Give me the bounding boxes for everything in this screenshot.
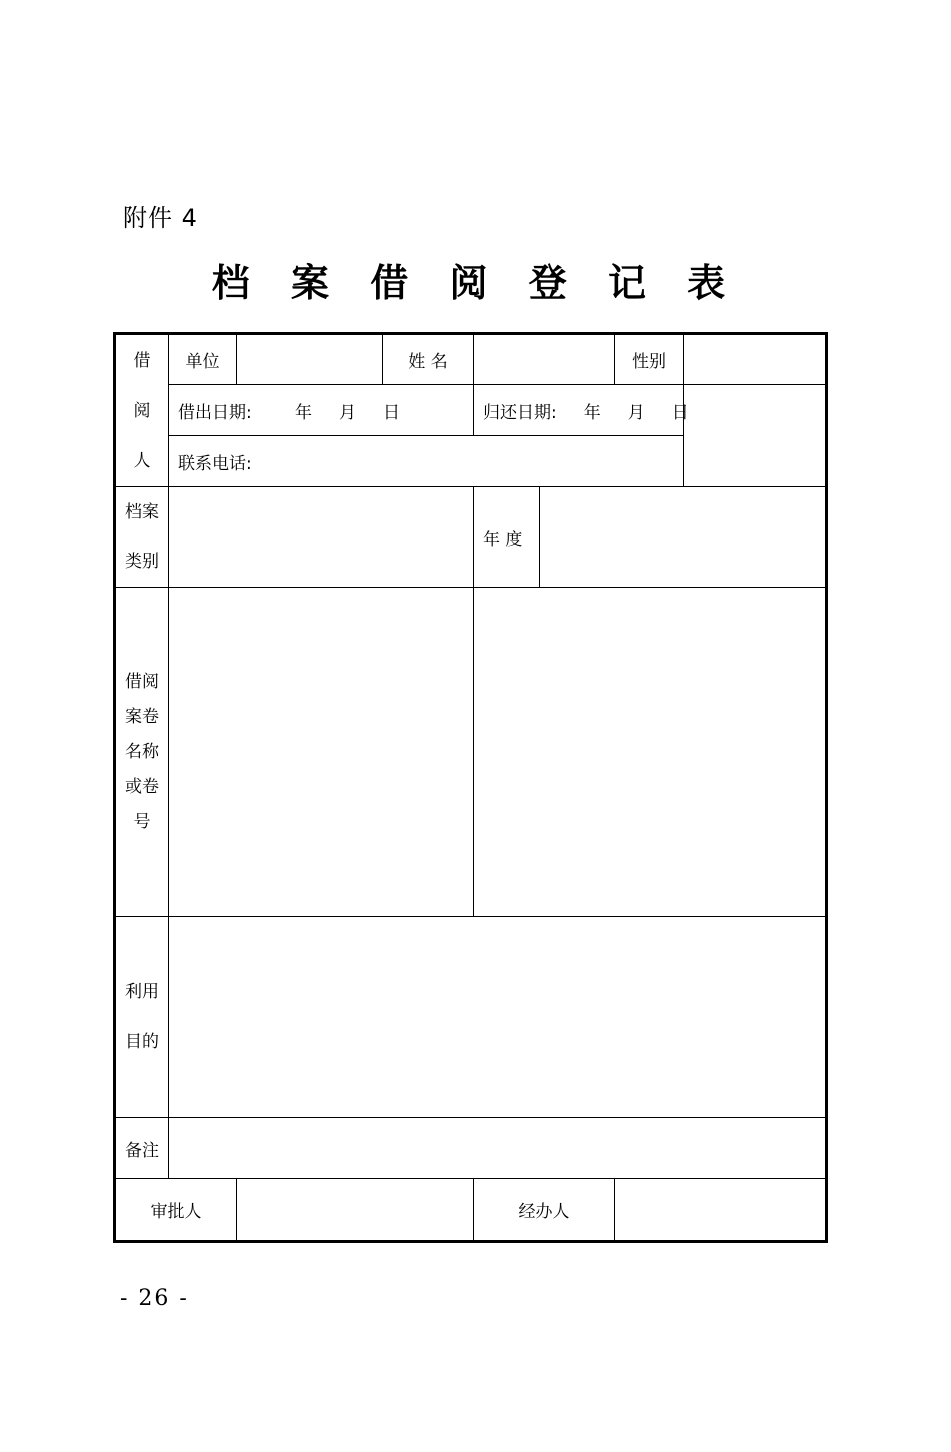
purpose-label-cell [115,917,169,1118]
remarks-label: 备注 [115,1118,169,1179]
file-name-label-line: 案卷 [125,706,159,727]
borrow-date-field[interactable]: 借出日期: 年 月 日 [169,385,474,436]
name-field[interactable] [474,334,615,385]
phone-field[interactable]: 联系电话: [169,436,684,487]
file-name-label-line: 借阅 [125,671,159,692]
unit-label: 单位 [169,334,237,385]
year-field[interactable] [540,487,827,588]
borrower-label-char: 借 [133,350,151,371]
attachment-label: 附件 4 [123,204,198,232]
category-label-line: 类别 [125,552,159,572]
unit-field[interactable] [237,334,383,385]
category-label-line: 档案 [125,502,159,522]
purpose-label-line: 目的 [125,1032,159,1052]
purpose-field[interactable] [169,917,827,1118]
name-label: 姓 名 [383,334,474,385]
approver-field[interactable] [237,1179,474,1242]
gender-label: 性别 [615,334,684,385]
remarks-field[interactable] [169,1118,827,1179]
file-name-label-line: 或卷 [125,776,159,797]
category-label-cell [115,487,169,588]
archive-borrow-form [113,332,828,1243]
file-name-label-cell [115,588,169,917]
file-name-field-left[interactable] [169,588,474,917]
category-field[interactable] [169,487,474,588]
gender-field[interactable] [684,334,827,385]
file-name-field-right[interactable] [474,588,827,917]
file-name-label-line: 名称 [125,741,159,762]
borrower-label-char: 阅 [133,400,151,421]
borrower-label-cell [115,334,169,487]
handler-field[interactable] [615,1179,827,1242]
approver-label: 审批人 [115,1179,237,1242]
borrower-label-char: 人 [133,450,151,471]
page-title: 档 案 借 阅 登 记 表 [211,260,740,305]
handler-label: 经办人 [474,1179,615,1242]
file-name-label-line: 号 [133,811,151,832]
return-date-field[interactable]: 归还日期: 年 月 日 [474,385,684,436]
page-number: - 26 - [120,1286,189,1311]
year-label: 年 度 [474,487,540,588]
purpose-label-line: 利用 [125,982,159,1002]
